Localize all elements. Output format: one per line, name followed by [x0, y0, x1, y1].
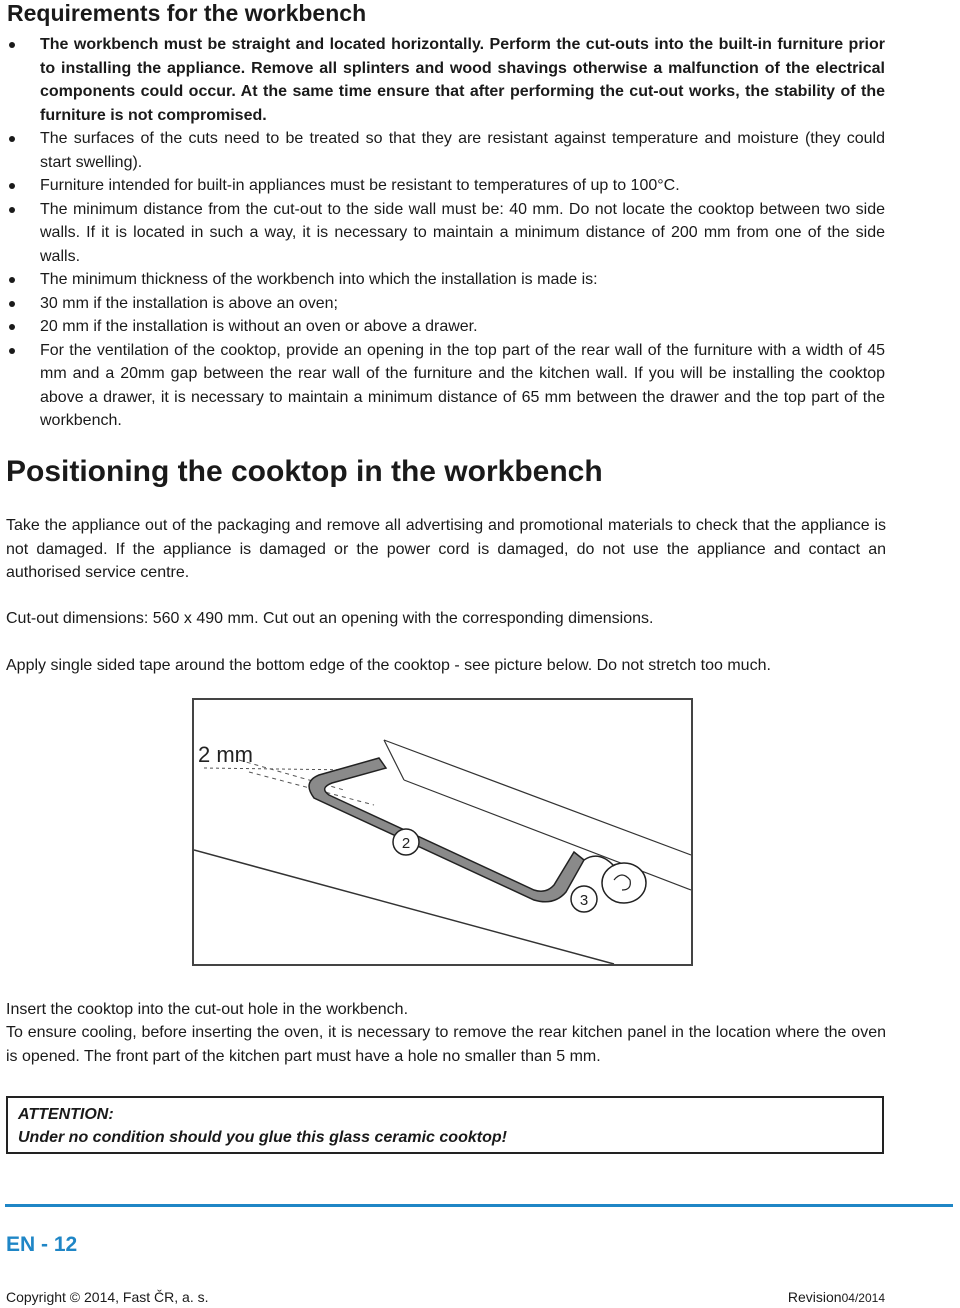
- tape-drawing: [194, 700, 691, 964]
- paragraph-unpack: Take the appliance out of the packaging and remove all advertising and promotional materials to check that the appliance is not damaged. If the appliance is damaged or the power cord is damaged, do not use the appliance and contact an authorised service centre.: [6, 517, 886, 581]
- revision: [788, 1289, 885, 1305]
- revision-value: 04/2014: [841, 1291, 885, 1305]
- section-title-positioning: Positioning the cooktop in the workbench: [6, 455, 603, 488]
- gap-line: [204, 768, 354, 770]
- footer-rule: [5, 1204, 953, 1207]
- callout-2-label: 2: [401, 835, 411, 852]
- cooktop-top-edge: [384, 740, 691, 855]
- paragraph-insert: Insert the cooktop into the cut-out hole in the workbench.: [6, 1001, 409, 1018]
- list-item: The minimum thickness of the workbench into which the installation is made is:: [0, 268, 885, 292]
- list-item: For the ventilation of the cooktop, provide an opening in the top part of the rear wall of the furniture with a width of 45 mm and a 20mm gap between the rear wall of the furniture and the kitchen wall. If you will be installing the cooktop above a drawer, it is necessary to maintain a minimum distance of 65 mm between the drawer and the top part of the workbench.: [0, 339, 885, 433]
- paragraph-tape: Apply single sided tape around the bottom edge of the cooktop - see picture below. Do not stretch too much.: [6, 657, 771, 674]
- tape-strip: [309, 758, 584, 902]
- list-item: The surfaces of the cuts need to be treated so that they are resistant against temperature and moisture (they could start swelling).: [0, 127, 885, 174]
- tape-roll-lead: [584, 856, 614, 866]
- requirements-list: [0, 33, 885, 433]
- list-item: 20 mm if the installation is without an oven or above a drawer.: [0, 315, 885, 339]
- list-item: The workbench must be straight and located horizontally. Perform the cut-outs into the built-in furniture prior to installing the appliance. Remove all splinters and wood shavings otherwise a malfunction of the electrical components could occur. At the same time ensure that after performing the cut-out works, the stability of the furniture is not compromised.: [0, 33, 885, 127]
- gap-label: 2 mm: [198, 742, 253, 767]
- paragraph-cutout: Cut-out dimensions: 560 x 490 mm. Cut out an opening with the corresponding dimensions.: [6, 610, 654, 627]
- copyright: Copyright © 2014, Fast ČR, a. s.: [6, 1289, 209, 1305]
- attention-box: [6, 1096, 884, 1154]
- list-item: The minimum distance from the cut-out to the side wall must be: 40 mm. Do not locate the cooktop between two side walls. If it is located in such a way, it is necessary to maintain a minimum distance of 200 mm from one of the side walls.: [0, 198, 885, 269]
- section-title-requirements: Requirements for the workbench: [7, 0, 367, 26]
- cooktop-far-edge: [401, 780, 691, 890]
- revision-label: Revision: [787, 1289, 842, 1305]
- tape-illustration: [192, 698, 693, 966]
- list-item: 30 mm if the installation is above an oven;: [0, 292, 885, 316]
- attention-text: Under no condition should you glue this glass ceramic cooktop!: [18, 1129, 507, 1146]
- page-number: EN - 12: [6, 1233, 78, 1256]
- workbench-edge: [194, 850, 614, 964]
- tape-roll: [602, 863, 646, 903]
- callout-3-label: 3: [579, 892, 589, 909]
- paragraph-cooling: To ensure cooling, before inserting the oven, it is necessary to remove the rear kitchen panel in the location where the oven is opened. The front part of the kitchen part must have a hole no smaller than 5 mm.: [6, 1024, 886, 1065]
- list-item: Furniture intended for built-in appliances must be resistant to temperatures of up to 100°C.: [0, 174, 885, 198]
- attention-label: ATTENTION:: [18, 1106, 114, 1123]
